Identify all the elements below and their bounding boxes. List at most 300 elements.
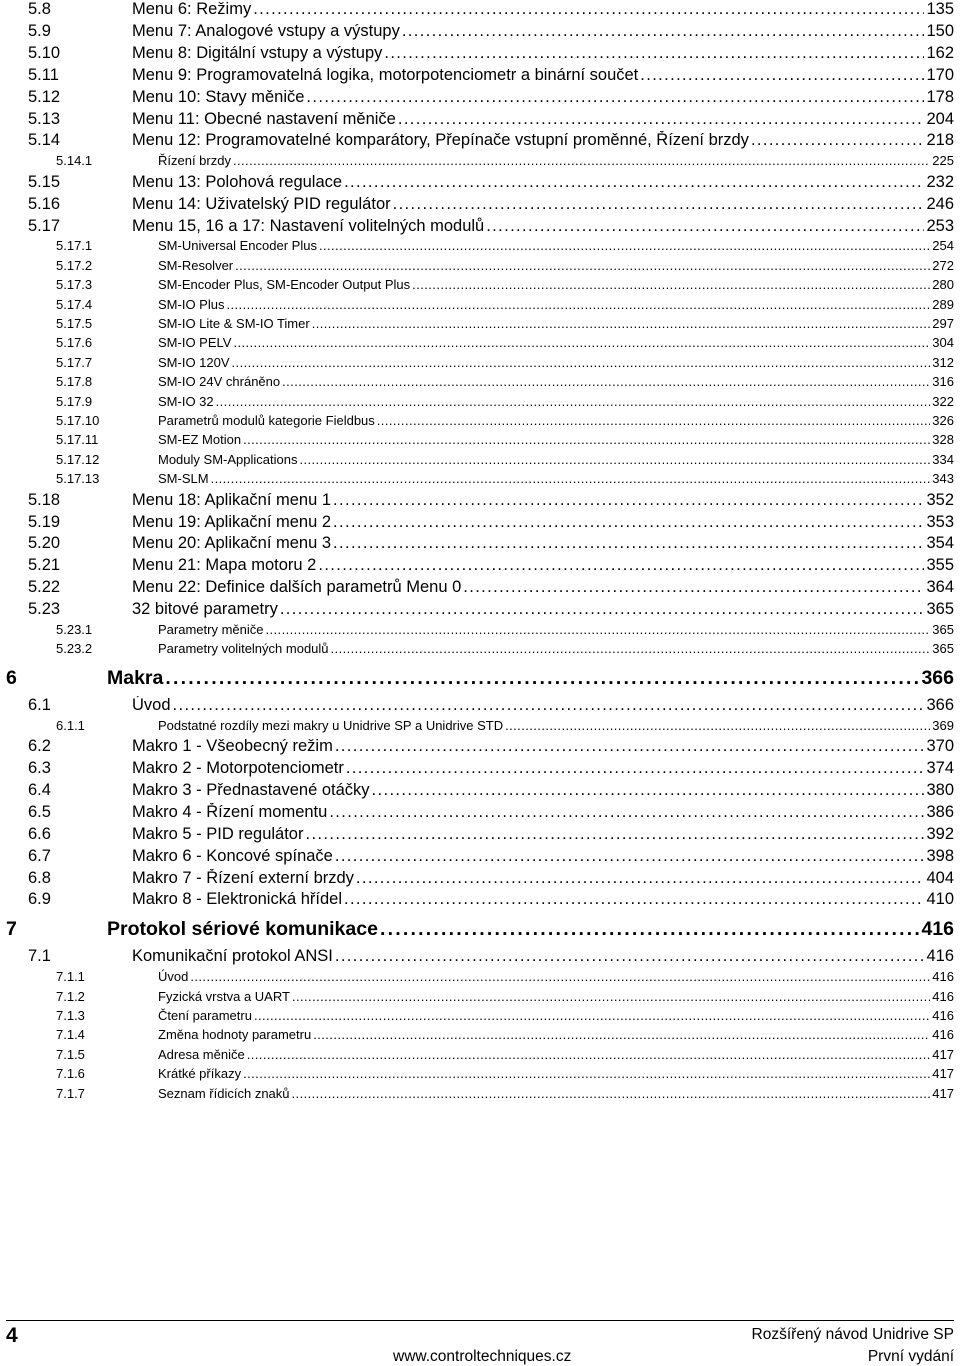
toc-entry-number: 6.1.1 <box>56 717 85 733</box>
toc-entry[interactable] <box>0 641 960 660</box>
toc-entry-title: Podstatné rozdíly mezi makry u Unidrive SP a Unidrive STD <box>158 717 504 733</box>
toc-entry[interactable] <box>0 394 960 413</box>
toc-entry-line <box>158 153 954 168</box>
toc-entry-number: 6.6 <box>28 824 51 843</box>
toc-entry-page: 304 <box>932 335 954 351</box>
toc-entry[interactable] <box>0 316 960 335</box>
toc-entry-title: Parametry volitelných modulů <box>158 641 329 657</box>
dot-leader <box>233 335 930 350</box>
dot-leader <box>243 432 930 447</box>
toc-entry-page: 272 <box>932 257 954 273</box>
toc-entry-number: 5.10 <box>28 43 61 62</box>
toc-entry-title: Menu 11: Obecné nastavení měniče <box>132 109 396 128</box>
toc-entry-number: 5.17.3 <box>56 277 93 293</box>
toc-entry-page: 343 <box>932 471 954 487</box>
toc-entry-page: 328 <box>932 432 954 448</box>
toc-entry-page: 416 <box>932 969 954 985</box>
dot-leader <box>356 869 925 888</box>
toc-entry-title: Krátké příkazy <box>158 1066 242 1082</box>
toc-entry-number: 5.19 <box>28 512 61 531</box>
toc-entry-number: 5.17 <box>28 216 61 235</box>
toc-entry-line <box>132 217 954 236</box>
toc-entry[interactable] <box>0 471 960 490</box>
toc-entry-title: Úvod <box>158 969 189 985</box>
toc-entry[interactable] <box>0 781 960 803</box>
toc-entry-title: Menu 8: Digitální vstupy a výstupy <box>132 43 383 62</box>
toc-entry[interactable] <box>0 947 960 969</box>
toc-entry-line <box>158 1027 954 1042</box>
toc-entry-title: Menu 12: Programovatelné komparátory, Přepínače vstupní proměnné, Řízení brzdy <box>132 131 749 150</box>
toc-entry[interactable] <box>0 600 960 622</box>
dot-leader <box>346 759 925 778</box>
toc-entry[interactable] <box>0 277 960 296</box>
toc-entry-number: 5.17.7 <box>56 354 93 370</box>
dot-leader <box>335 737 925 756</box>
toc-entry-number: 5.12 <box>28 87 61 106</box>
toc-entry-page: 404 <box>926 868 954 887</box>
dot-leader <box>380 918 920 941</box>
toc-entry-line <box>132 847 954 866</box>
toc-entry-number: 5.17.4 <box>56 296 93 312</box>
toc-entry-title: Makro 8 - Elektronická hřídel <box>132 890 342 909</box>
toc-entry-line <box>132 947 954 966</box>
toc-entry-number: 5.11 <box>28 65 59 84</box>
toc-entry-title: SM-SLM <box>158 471 209 487</box>
dot-leader <box>265 622 930 637</box>
toc-entry-line <box>132 556 954 575</box>
toc-entry[interactable] <box>0 432 960 451</box>
toc-entry[interactable] <box>0 578 960 600</box>
toc-entry-number: 7.1.6 <box>56 1066 85 1082</box>
toc-entry-line <box>158 238 954 253</box>
toc-entry-title: 32 bitové parametry <box>132 600 278 619</box>
toc-entry-title: Menu 9: Programovatelná logika, motorpotenciometr a binární součet <box>132 65 639 84</box>
toc-entry[interactable] <box>0 195 960 217</box>
toc-entry-title: Čtení parametru <box>158 1008 252 1023</box>
toc-entry-page: 232 <box>926 172 954 191</box>
dot-leader <box>333 534 924 553</box>
toc-entry-page: 225 <box>932 153 954 169</box>
toc-entry-line <box>158 1047 954 1062</box>
toc-entry-line <box>158 471 954 486</box>
dot-leader <box>233 153 930 168</box>
toc-entry-number: 5.17.11 <box>56 432 99 448</box>
document-title: Rozšířený návod Unidrive SP <box>751 1326 954 1343</box>
dot-leader <box>232 355 931 370</box>
dot-leader <box>463 578 924 597</box>
toc-entry[interactable] <box>0 989 960 1008</box>
toc-entry[interactable] <box>0 825 960 847</box>
toc-entry-number: 6.4 <box>28 780 51 799</box>
toc-entry[interactable] <box>0 66 960 88</box>
toc-entry[interactable] <box>0 452 960 471</box>
toc-entry-number: 7.1 <box>28 947 51 966</box>
toc-entry-title: SM-IO Lite & SM-IO Timer <box>158 316 310 331</box>
toc-entry-number: 6.8 <box>28 868 51 887</box>
dot-leader <box>190 969 930 984</box>
toc-entry-title: SM-Resolver <box>158 257 234 273</box>
dot-leader <box>412 277 930 292</box>
toc-entry-number: 5.14 <box>28 131 61 150</box>
toc-entry[interactable] <box>0 413 960 432</box>
dot-leader <box>372 781 925 800</box>
toc-entry[interactable] <box>0 44 960 66</box>
dot-leader <box>333 491 924 510</box>
dot-leader <box>282 374 930 389</box>
toc-entry-title: SM-Universal Encoder Plus <box>158 238 317 254</box>
toc-entry-page: 354 <box>926 534 954 553</box>
toc-entry-line <box>132 44 954 63</box>
toc-entry-page: 416 <box>926 947 954 966</box>
toc-entry-page: 365 <box>932 641 954 657</box>
toc-entry-line <box>158 1066 954 1081</box>
toc-entry-title: Menu 20: Aplikační menu 3 <box>132 534 332 553</box>
website-url: www.controltechniques.cz <box>393 1348 572 1365</box>
toc-entry-line <box>132 869 954 888</box>
toc-entry-title: Menu 7: Analogové vstupy a výstupy <box>132 21 400 40</box>
toc-entry-page: 254 <box>932 238 954 254</box>
toc-entry-number: 5.17.13 <box>56 471 100 487</box>
toc-entry-title: SM-IO Plus <box>158 296 225 312</box>
toc-entry-title: Parametry měniče <box>158 622 264 637</box>
toc-entry-page: 297 <box>932 316 954 331</box>
toc-entry[interactable] <box>0 513 960 535</box>
dot-leader <box>398 110 925 129</box>
toc-entry[interactable] <box>0 153 960 172</box>
toc-entry-title: Makra <box>107 666 164 689</box>
toc-entry-page: 366 <box>921 666 954 689</box>
toc-entry[interactable] <box>0 1086 960 1105</box>
toc-entry-page: 289 <box>932 296 954 312</box>
toc-entry[interactable] <box>0 217 960 239</box>
dot-leader <box>313 1027 930 1042</box>
toc-entry[interactable] <box>0 335 960 354</box>
toc-entry-title: Parametrů modulů kategorie Fieldbus <box>158 413 375 428</box>
toc-entry[interactable] <box>0 890 960 912</box>
dot-leader <box>393 195 925 214</box>
toc-entry-line <box>158 277 954 292</box>
dot-leader <box>335 847 925 866</box>
toc-entry-number: 6.5 <box>28 802 51 821</box>
toc-entry-line <box>132 803 954 822</box>
toc-entry-number: 7 <box>6 918 17 941</box>
toc-entry-title: SM-EZ Motion <box>158 432 242 448</box>
toc-entry-page: 150 <box>926 21 954 40</box>
toc-entry-number: 5.17.5 <box>56 316 93 331</box>
toc-entry-title: SM-IO 24V chráněno <box>158 374 281 390</box>
toc-entry-number: 7.1.1 <box>56 969 85 985</box>
toc-entry-title: Makro 1 - Všeobecný režim <box>132 737 333 756</box>
toc-entry[interactable] <box>0 22 960 44</box>
toc-entry-line <box>158 394 954 409</box>
page-number: 4 <box>6 1324 18 1347</box>
toc-entry-title: Menu 21: Mapa motoru 2 <box>132 556 317 575</box>
dot-leader <box>280 600 925 619</box>
toc-entry-page: 364 <box>926 578 954 597</box>
toc-entry-title: Makro 4 - Řízení momentu <box>132 802 328 821</box>
toc-entry[interactable] <box>0 1008 960 1027</box>
dot-leader <box>751 131 925 150</box>
toc-entry-number: 5.23 <box>28 600 61 619</box>
toc-entry-number: 5.13 <box>28 109 61 128</box>
toc-entry-number: 6.2 <box>28 737 51 756</box>
toc-entry-page: 417 <box>932 1046 954 1062</box>
toc-entry[interactable] <box>0 534 960 556</box>
toc-entry-line <box>158 335 954 350</box>
toc-entry-title: Moduly SM-Applications <box>158 451 298 467</box>
toc-entry-page: 398 <box>926 846 954 865</box>
toc-entry-number: 5.17.6 <box>56 335 93 351</box>
toc-entry-line <box>158 622 954 637</box>
toc-entry-number: 5.20 <box>28 534 61 553</box>
toc-entry-title: SM-IO 32 <box>158 393 214 409</box>
toc-entry-number: 5.17.12 <box>56 451 100 467</box>
toc-entry-line <box>158 355 954 370</box>
toc-entry-page: 253 <box>926 216 954 235</box>
toc-entry-line <box>132 534 954 553</box>
toc-entry-line <box>132 890 954 909</box>
toc-entry-number: 5.17.9 <box>56 393 93 409</box>
toc-entry-title: Menu 14: Uživatelský PID regulátor <box>132 194 391 213</box>
toc-entry-page: 334 <box>932 451 954 467</box>
toc-entry[interactable] <box>0 0 960 22</box>
toc-entry-page: 386 <box>926 802 954 821</box>
dot-leader <box>299 452 930 467</box>
toc-entry-line <box>158 969 954 984</box>
toc-entry-number: 5.17.1 <box>56 238 93 254</box>
toc-entry-line <box>158 641 954 656</box>
toc-entry-page: 178 <box>926 87 954 106</box>
toc-entry[interactable] <box>0 803 960 825</box>
toc-entry-number: 7.1.4 <box>56 1027 85 1043</box>
dot-leader <box>384 44 924 63</box>
toc-entry[interactable] <box>0 1047 960 1066</box>
toc-entry[interactable] <box>0 1066 960 1085</box>
toc-entry-page: 417 <box>932 1066 954 1082</box>
toc-entry-line <box>158 258 954 273</box>
dot-leader <box>505 718 930 733</box>
toc-entry-title: Menu 13: Polohová regulace <box>132 172 343 191</box>
toc-entry-page: 416 <box>932 988 954 1004</box>
toc-entry-number: 6.9 <box>28 890 51 909</box>
toc-entry-title: Makro 6 - Koncové spínače <box>132 846 333 865</box>
toc-entry[interactable] <box>0 622 960 641</box>
dot-leader <box>329 803 924 822</box>
dot-leader <box>331 641 931 656</box>
dot-leader <box>486 217 924 236</box>
toc-entry-number: 5.23.1 <box>56 622 93 637</box>
dot-leader <box>344 173 924 192</box>
dot-leader <box>319 238 930 253</box>
toc-entry[interactable] <box>0 667 960 692</box>
toc-entry-line <box>132 88 954 107</box>
dot-leader <box>173 696 925 715</box>
toc-entry-line <box>132 173 954 192</box>
toc-entry-number: 7.1.2 <box>56 988 85 1004</box>
toc-entry-page: 246 <box>926 194 954 213</box>
toc-entry-title: Menu 6: Režimy <box>132 0 252 18</box>
toc-entry-page: 326 <box>932 413 954 428</box>
dot-leader <box>292 989 930 1004</box>
toc-entry-page: 365 <box>932 622 954 637</box>
dot-leader <box>377 413 931 428</box>
dot-leader <box>253 0 924 19</box>
toc-entry-line <box>158 413 954 428</box>
toc-entry-line <box>158 989 954 1004</box>
toc-entry-line <box>158 432 954 447</box>
toc-entry[interactable] <box>0 737 960 759</box>
toc-entry-line <box>132 781 954 800</box>
toc-entry[interactable] <box>0 918 960 943</box>
toc-entry-line <box>132 195 954 214</box>
toc-entry[interactable] <box>0 173 960 195</box>
toc-entry-line <box>158 718 954 733</box>
toc-entry-line <box>158 452 954 467</box>
toc-entry-page: 170 <box>926 65 954 84</box>
toc-entry-page: 312 <box>932 354 954 370</box>
toc-entry-line <box>132 825 954 844</box>
toc-entry-title: Makro 3 - Přednastavené otáčky <box>132 780 370 799</box>
toc-entry-number: 5.15 <box>28 172 61 191</box>
toc-entry-line <box>158 1086 954 1101</box>
dot-leader <box>292 1086 931 1101</box>
toc-entry-number: 6.3 <box>28 759 51 777</box>
dot-leader <box>243 1066 930 1081</box>
toc-entry-page: 280 <box>932 277 954 293</box>
toc-entry[interactable] <box>0 374 960 393</box>
toc-entry[interactable] <box>0 238 960 257</box>
toc-entry-page: 416 <box>932 1027 954 1043</box>
toc-entry-number: 5.9 <box>28 21 51 40</box>
toc-entry-page: 316 <box>932 374 954 390</box>
toc-entry-page: 392 <box>926 824 954 843</box>
dot-leader <box>165 667 919 690</box>
toc-entry-number: 6.7 <box>28 846 51 865</box>
toc-entry[interactable] <box>0 491 960 513</box>
toc-entry-title: Úvod <box>132 695 171 714</box>
toc-entry-number: 5.22 <box>28 578 61 597</box>
dot-leader <box>211 471 931 486</box>
toc-entry-line <box>132 759 954 778</box>
toc-entry-number: 5.8 <box>28 0 51 18</box>
toc-entry-number: 7.1.3 <box>56 1008 85 1023</box>
toc-entry-page: 162 <box>926 43 954 62</box>
toc-entry-line <box>158 297 954 312</box>
toc-entry-page: 353 <box>926 512 954 531</box>
toc-entry-title: Menu 22: Definice dalších parametrů Menu 0 <box>132 578 462 597</box>
toc-entry-page: 218 <box>926 131 954 150</box>
toc-entry-title: Adresa měniče <box>158 1046 245 1062</box>
toc-entry-page: 352 <box>926 490 954 509</box>
toc-entry-title: Makro 2 - Motorpotenciometr <box>132 759 344 777</box>
toc-entry[interactable] <box>0 258 960 277</box>
toc-entry-title: SM-IO PELV <box>158 335 232 351</box>
dot-leader <box>226 297 930 312</box>
toc-entry-page: 322 <box>932 393 954 409</box>
toc-entry-number: 5.16 <box>28 194 61 213</box>
dot-leader <box>333 513 924 532</box>
toc-entry-page: 369 <box>932 717 954 733</box>
toc-entry[interactable] <box>0 88 960 110</box>
dot-leader <box>402 22 925 41</box>
toc-entry-line <box>132 66 954 85</box>
toc-entry-page: 416 <box>921 918 954 941</box>
toc-entry-title: SM-IO 120V <box>158 354 230 370</box>
toc-entry-page: 135 <box>926 0 954 18</box>
toc-entry-title: Seznam řídicích znaků <box>158 1085 290 1101</box>
toc-entry-line <box>132 0 954 19</box>
toc-entry-title: SM-Encoder Plus, SM-Encoder Output Plus <box>158 277 411 293</box>
dot-leader <box>235 258 930 273</box>
toc-entry-number: 5.23.2 <box>56 641 93 657</box>
toc-entry-line <box>158 316 954 331</box>
toc-entry-title: Makro 7 - Řízení externí brzdy <box>132 868 354 887</box>
toc-entry-title: Menu 10: Stavy měniče <box>132 87 305 106</box>
toc-entry-title: Fyzická vrstva a UART <box>158 988 290 1004</box>
toc-entry-title: Změna hodnoty parametru <box>158 1027 312 1043</box>
toc-entry-page: 365 <box>926 600 954 619</box>
dot-leader <box>305 825 924 844</box>
toc-entry-title: Makro 5 - PID regulátor <box>132 824 304 843</box>
toc-entry-line <box>158 1008 954 1023</box>
toc-entry[interactable] <box>0 869 960 891</box>
dot-leader <box>247 1047 931 1062</box>
toc-entry-page: 374 <box>926 759 954 777</box>
toc-entry-number: 5.14.1 <box>56 153 93 169</box>
dot-leader <box>344 890 924 909</box>
toc-entry-line <box>132 110 954 129</box>
toc-entry[interactable] <box>0 556 960 578</box>
toc-entry[interactable] <box>0 110 960 132</box>
toc-entry-number: 6.1 <box>28 695 51 714</box>
dot-leader <box>254 1008 930 1023</box>
toc-entry[interactable] <box>0 355 960 374</box>
toc-entry-line <box>107 667 954 690</box>
toc-entry-page: 417 <box>932 1085 954 1101</box>
toc-entry[interactable] <box>0 297 960 316</box>
footer-rule <box>6 1320 954 1321</box>
toc-entry-number: 5.17.10 <box>56 413 100 428</box>
toc-entry-page: 410 <box>926 890 954 909</box>
toc-entry-line <box>132 513 954 532</box>
toc-entry-line <box>132 578 954 597</box>
toc-entry[interactable] <box>0 847 960 869</box>
dot-leader <box>312 316 931 331</box>
toc-entry[interactable] <box>0 1027 960 1046</box>
toc-entry[interactable] <box>0 696 960 718</box>
toc-entry-line <box>132 600 954 619</box>
toc-entry-number: 6 <box>6 666 17 689</box>
edition-label: První vydání <box>867 1348 954 1365</box>
toc-entry-number: 5.18 <box>28 490 61 509</box>
toc-entry-title: Komunikační protokol ANSI <box>132 947 333 966</box>
toc-entry-number: 5.17.8 <box>56 374 93 390</box>
dot-leader <box>318 556 924 575</box>
toc-entry-line <box>132 22 954 41</box>
toc-entry-title: Menu 19: Aplikační menu 2 <box>132 512 332 531</box>
toc-entry[interactable] <box>0 759 960 781</box>
toc-entry[interactable] <box>0 131 960 153</box>
toc-entry-page: 355 <box>926 556 954 575</box>
toc-entry[interactable] <box>0 718 960 737</box>
page-footer <box>0 1320 960 1366</box>
toc-entry-line <box>132 131 954 150</box>
toc-entry-number: 5.21 <box>28 556 61 575</box>
toc-entry[interactable] <box>0 969 960 988</box>
dot-leader <box>335 947 925 966</box>
toc-entry-title: Menu 18: Aplikační menu 1 <box>132 490 332 509</box>
dot-leader <box>306 88 924 107</box>
